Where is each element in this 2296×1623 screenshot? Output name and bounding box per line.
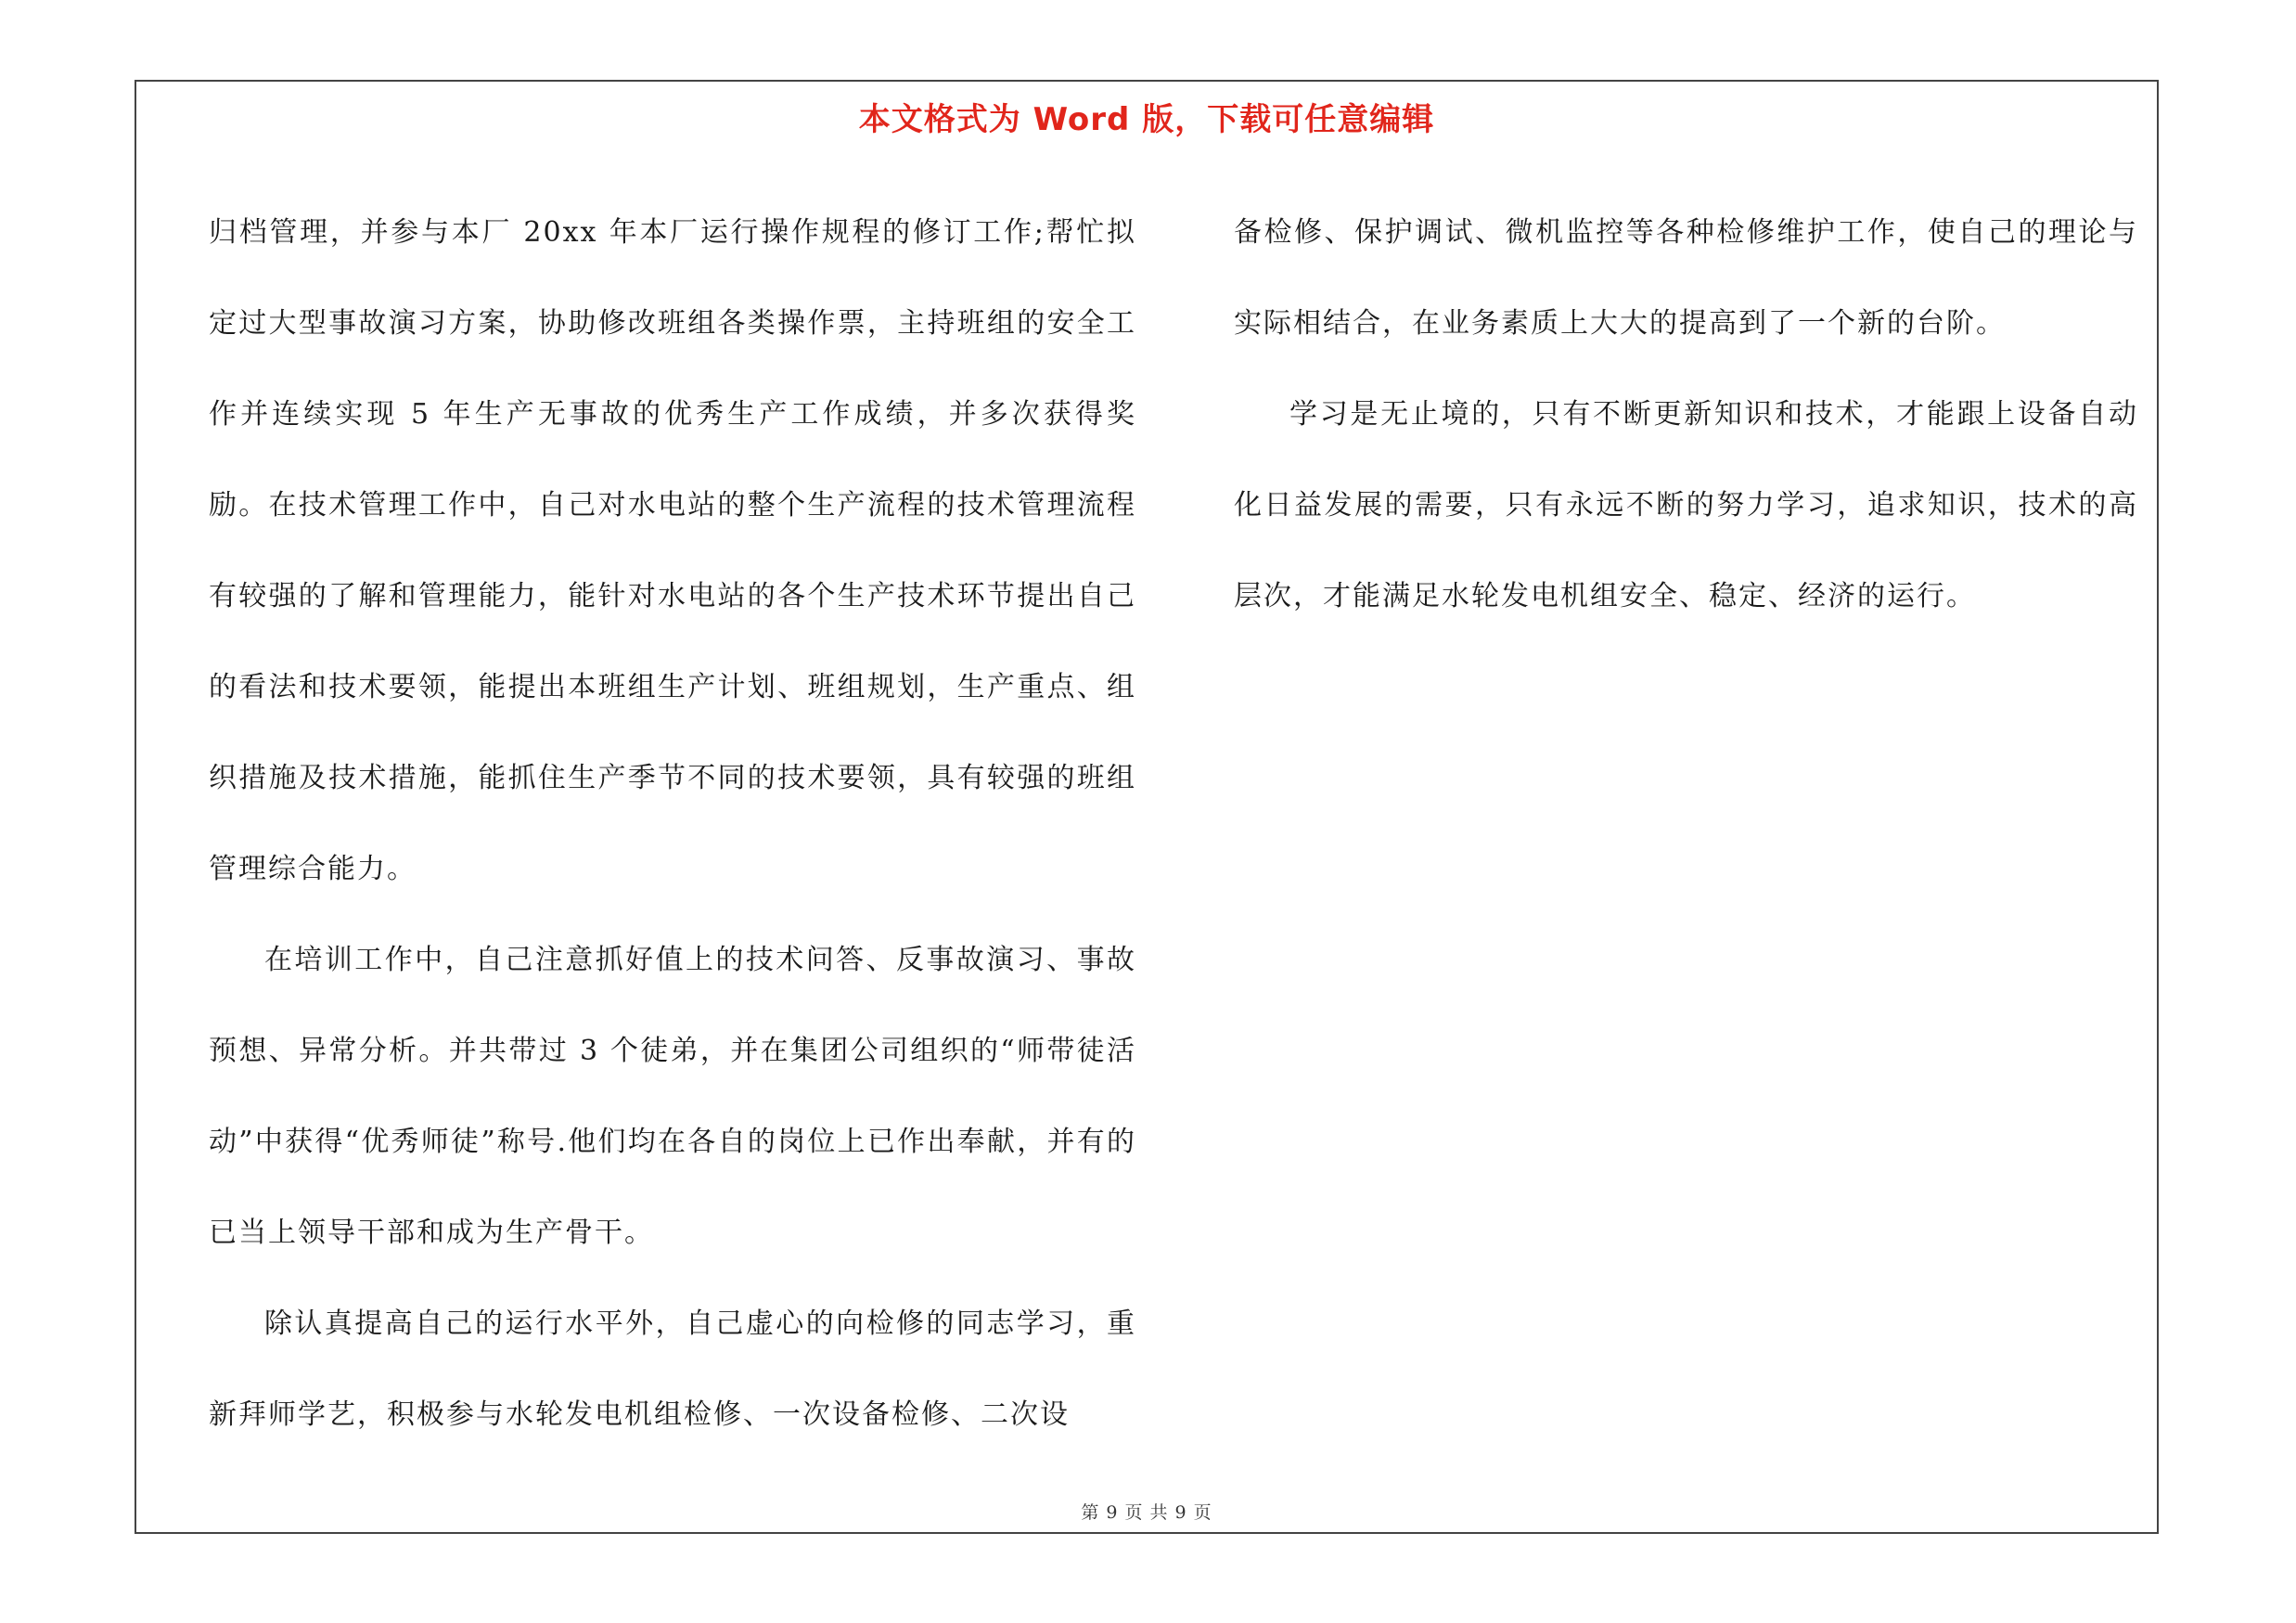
right-text-column (1234, 187, 2138, 642)
page-frame (135, 80, 2159, 1534)
paragraph: 归档管理，并参与本厂 20xx 年本厂运行操作规程的修订工作;帮忙拟定过大型事故演习方案，协助修改班组各类操作票，主持班组的安全工作并连续实现 5 年生产无事故的优秀生产工作成绩，并多次获得奖励。在技术管理工作中，自己对水电站的整个生产流程的技术管理流程有较强的了解和管理能力，能针对水电站的各个生产技术环节提出自己的看法和技术要领，能提出本班组生产计划、班组规划，生产重点、组织措施及技术措施，能抓住生产季节不同的技术要领，具有较强的班组管理综合能力。 (209, 216, 1136, 885)
page-number-footer: 第 9 页 共 9 页 (1081, 1502, 1212, 1523)
word-format-banner: 本文格式为 Word 版，下载可任意编辑 (858, 101, 1435, 138)
paragraph: 备检修、保护调试、微机监控等各种检修维护工作，使自己的理论与实际相结合，在业务素质上大大的提高到了一个新的台阶。 (1234, 216, 2138, 340)
left-text-column (209, 187, 1136, 1461)
paragraph: 学习是无止境的，只有不断更新知识和技术，才能跟上设备自动化日益发展的需要，只有永远不断的努力学习，追求知识，技术的高层次，才能满足水轮发电机组安全、稳定、经济的运行。 (1234, 398, 2138, 612)
paragraph: 除认真提高自己的运行水平外，自己虚心的向检修的同志学习，重新拜师学艺，积极参与水轮发电机组检修、一次设备检修、二次设 (209, 1307, 1136, 1431)
paragraph: 在培训工作中，自己注意抓好值上的技术问答、反事故演习、事故预想、异常分析。并共带过 3 个徒弟，并在集团公司组织的“师带徒活动”中获得“优秀师徒”称号.他们均在各自的岗位上已作出奉献，并有的已当上领导干部和成为生产骨干。 (209, 944, 1136, 1249)
